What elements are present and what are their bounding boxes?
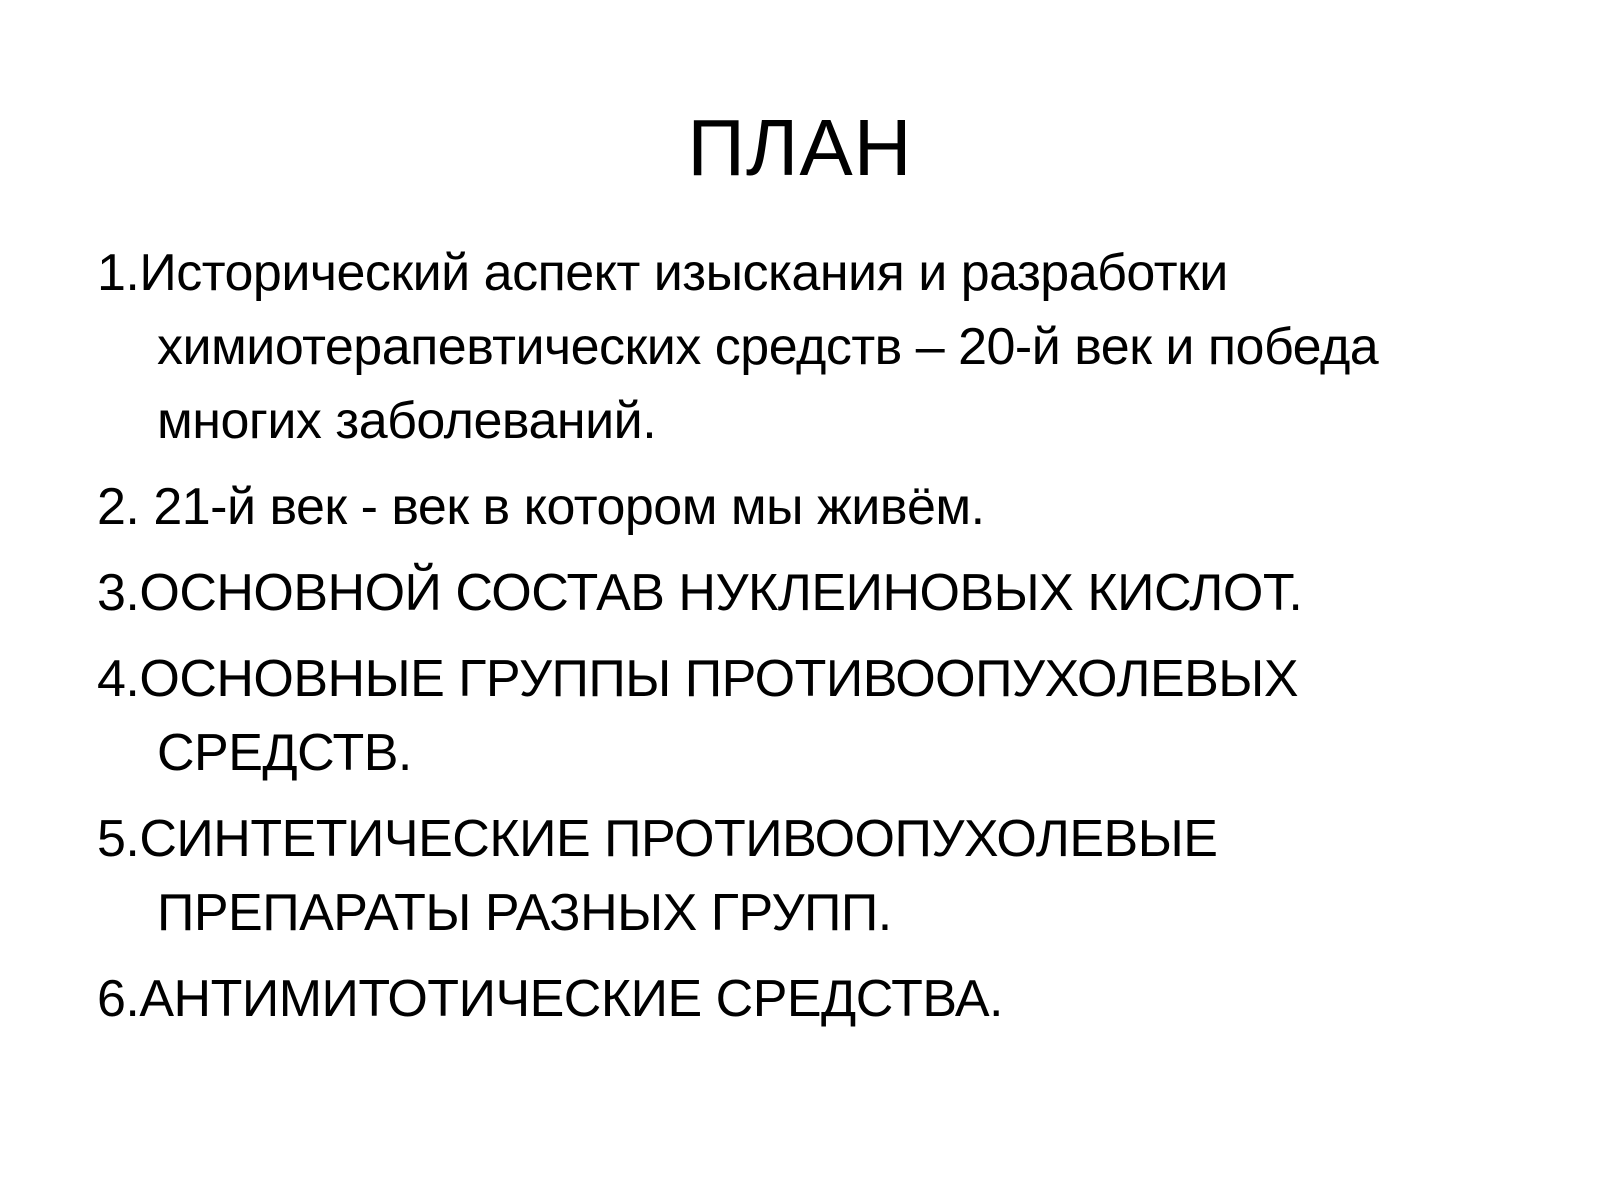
plan-item-6: 6.АНТИМИТОТИЧЕСКИЕ СРЕДСТВА.	[97, 970, 1003, 1028]
slide-title: ПЛАН	[687, 103, 913, 192]
plan-list	[97, 236, 1517, 1048]
plan-item-3: 3.ОСНОВНОЙ СОСТАВ НУКЛЕИНОВЫХ КИСЛОТ.	[97, 564, 1303, 622]
plan-item-1: 1.Исторический аспект изыскания и разработки химиотерапевтических средств – 20-й век и победа многих заболеваний.	[97, 244, 1379, 450]
plan-item-4: 4.ОСНОВНЫЕ ГРУППЫ ПРОТИВООПУХОЛЕВЫХ СРЕДСТВ.	[97, 650, 1299, 782]
plan-item-2: 2. 21-й век - век в котором мы живём.	[97, 478, 985, 536]
plan-item-5: 5.СИНТЕТИЧЕСКИЕ ПРОТИВООПУХОЛЕВЫЕ ПРЕПАРАТЫ РАЗНЫХ ГРУПП.	[97, 810, 1218, 942]
